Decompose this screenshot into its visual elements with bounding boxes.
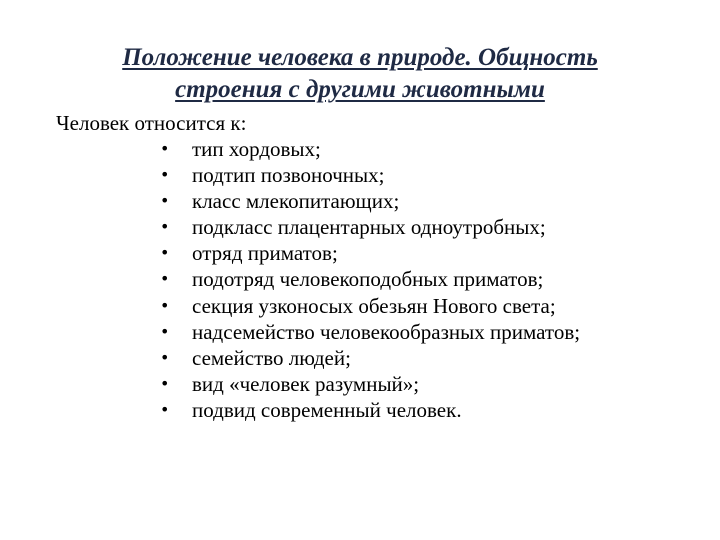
slide-title: [40, 42, 680, 106]
intro-text: Человек относится к:: [56, 111, 247, 135]
bullet-icon: •: [160, 165, 170, 185]
list-item: [160, 136, 580, 162]
bullet-icon: •: [160, 191, 170, 211]
bullet-icon: •: [160, 217, 170, 237]
bullet-icon: •: [160, 373, 170, 393]
title-line-1-text: Положение человека в природе. Общность: [122, 44, 598, 71]
list-item-text: подкласс плацентарных одноутробных;: [192, 215, 546, 240]
bullet-icon: •: [160, 321, 170, 341]
list-item: [160, 371, 580, 397]
list-item: [160, 266, 580, 292]
list-item: [160, 319, 580, 345]
list-item-text: класс млекопитающих;: [192, 189, 400, 214]
bullet-icon: •: [160, 139, 170, 158]
list-item-text: секция узконосых обезьян Нового света;: [192, 293, 556, 318]
list-item: [160, 397, 580, 423]
list-item-text: подотряд человекоподобных приматов;: [192, 267, 544, 292]
list-item: [160, 240, 580, 266]
bullet-icon: •: [160, 243, 170, 263]
list-item: [160, 162, 580, 188]
list-item-text: подвид современный человек.: [192, 397, 462, 422]
bullet-icon: •: [160, 347, 170, 367]
list-item-text: подтип позвоночных;: [192, 163, 385, 188]
list-item: [160, 345, 580, 371]
title-line-2-text: строения с другими животными: [175, 76, 545, 103]
title-line-2: [40, 74, 680, 106]
classification-list: [160, 136, 580, 423]
list-item-text: семейство людей;: [192, 345, 351, 370]
bullet-icon: •: [160, 269, 170, 289]
list-item: [160, 293, 580, 319]
list-item: [160, 214, 580, 240]
bullet-icon: •: [160, 295, 170, 315]
list-item-text: надсемейство человекообразных приматов;: [192, 319, 581, 344]
title-line-1: [40, 42, 680, 74]
list-item-text: вид «человек разумный»;: [192, 371, 420, 396]
bullet-icon: •: [160, 399, 170, 419]
list-item-text: отряд приматов;: [192, 241, 338, 266]
list-item: [160, 188, 580, 214]
list-item-text: тип хордовых;: [192, 137, 321, 161]
